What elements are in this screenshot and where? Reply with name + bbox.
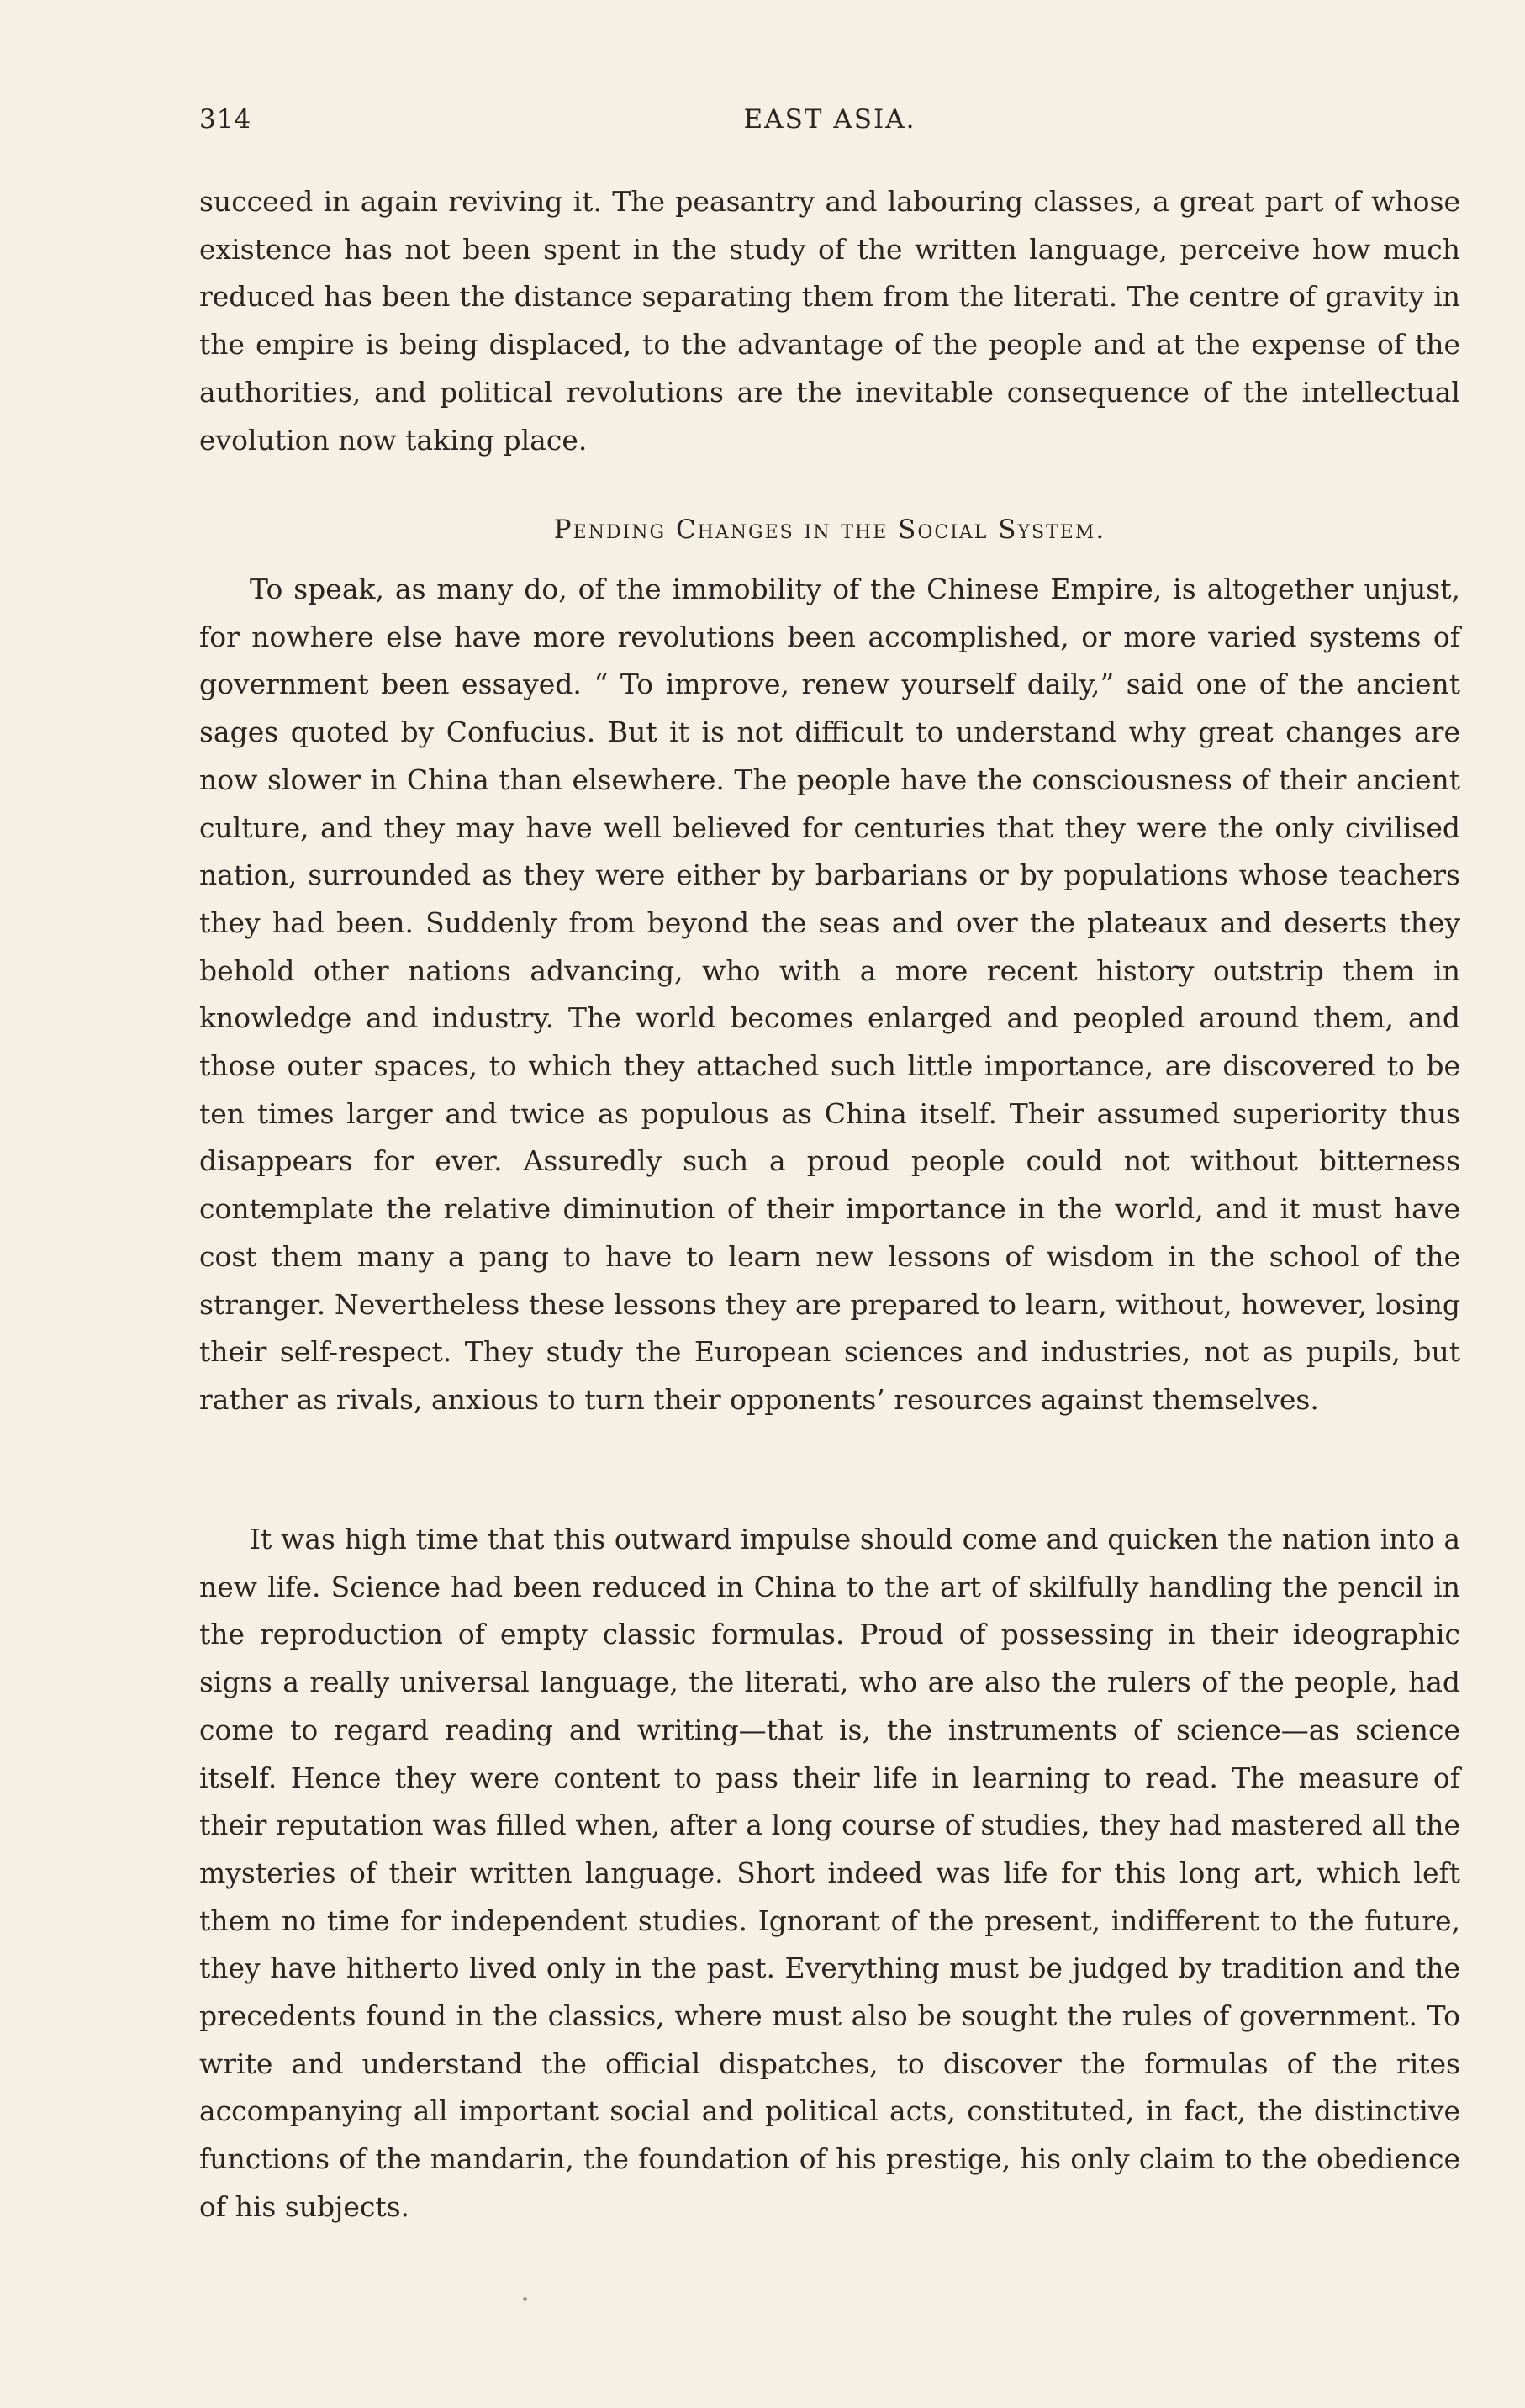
section-heading: Pending Changes in the Social System. — [553, 515, 1106, 545]
page-number: 314 — [199, 104, 252, 135]
running-title: EAST ASIA. — [743, 104, 916, 135]
body-paragraph-3: It was high time that this outward impulse should come and quicken the nation into a new life. Science had been reduced in China to the art of skilfully handling the pencil in the reproduction of empty classic formulas. Proud of possessing in their ideographic signs a really universal language, the literati, who are also the rulers of the people, had come to regard reading and writing—that is, the instruments of science—as science itself. Hence they were content to pass their life in learning to read. The measure of their reputation was filled when, after a long course of studies, they had mastered all the mysteries of their written language. Short indeed was life for this long art, which left them no time for independent studies. Ignorant of the present, indifferent to the future, they have hitherto lived only in the past. Everything must be judged by tradition and the precedents found in the classics, where must also be sought the rules of government. To write and understand the official dispatches, to discover the formulas of the rites accompanying all important social and political acts, constituted, in fact, the distinctive functions of the mandarin, the foundation of his prestige, his only claim to the obedience of his subjects. — [199, 1523, 1460, 2223]
body-paragraph-1: succeed in again reviving it. The peasantry and labouring classes, a great part of whose existence has not been spent in the study of the written language, perceive how much reduced has been the distance separating them from the literati. The centre of gravity in the empire is being displaced, to the advantage of the people and at the expense of the authorities, and political revolutions are the inevitable consequence of the intellectual evolution now taking place. — [199, 185, 1460, 457]
running-head — [199, 99, 1460, 141]
ink-speck — [523, 2297, 527, 2301]
body-paragraph-2: To speak, as many do, of the immobility of the Chinese Empire, is altogether unjust, for nowhere else have more revolutions been accomplished, or more varied systems of government been essayed. “ To improve, renew yourself daily,” said one of the ancient sages quoted by Confucius. But it is not difficult to understand why great changes are now slower in China than elsewhere. The people have the consciousness of their ancient culture, and they may have well believed for centuries that they were the only civilised nation, surrounded as they were either by barbarians or by populations whose teachers they had been. Suddenly from beyond the seas and over the plateaux and deserts they behold other nations advancing, who with a more recent history outstrip them in knowledge and industry. The world becomes enlarged and peopled around them, and those outer spaces, to which they attached such little importance, are discovered to be ten times larger and twice as populous as China itself. Their assumed superiority thus disappears for ever. Assuredly such a proud people could not without bitterness contemplate the relative diminution of their importance in the world, and it must have cost them many a pang to have to learn new lessons of wisdom in the school of the stranger. Nevertheless these lessons they are prepared to learn, without, however, losing their self-respect. They study the European sciences and industries, not as pupils, but rather as rivals, anxious to turn their opponents’ resources against themselves. — [199, 573, 1460, 1416]
